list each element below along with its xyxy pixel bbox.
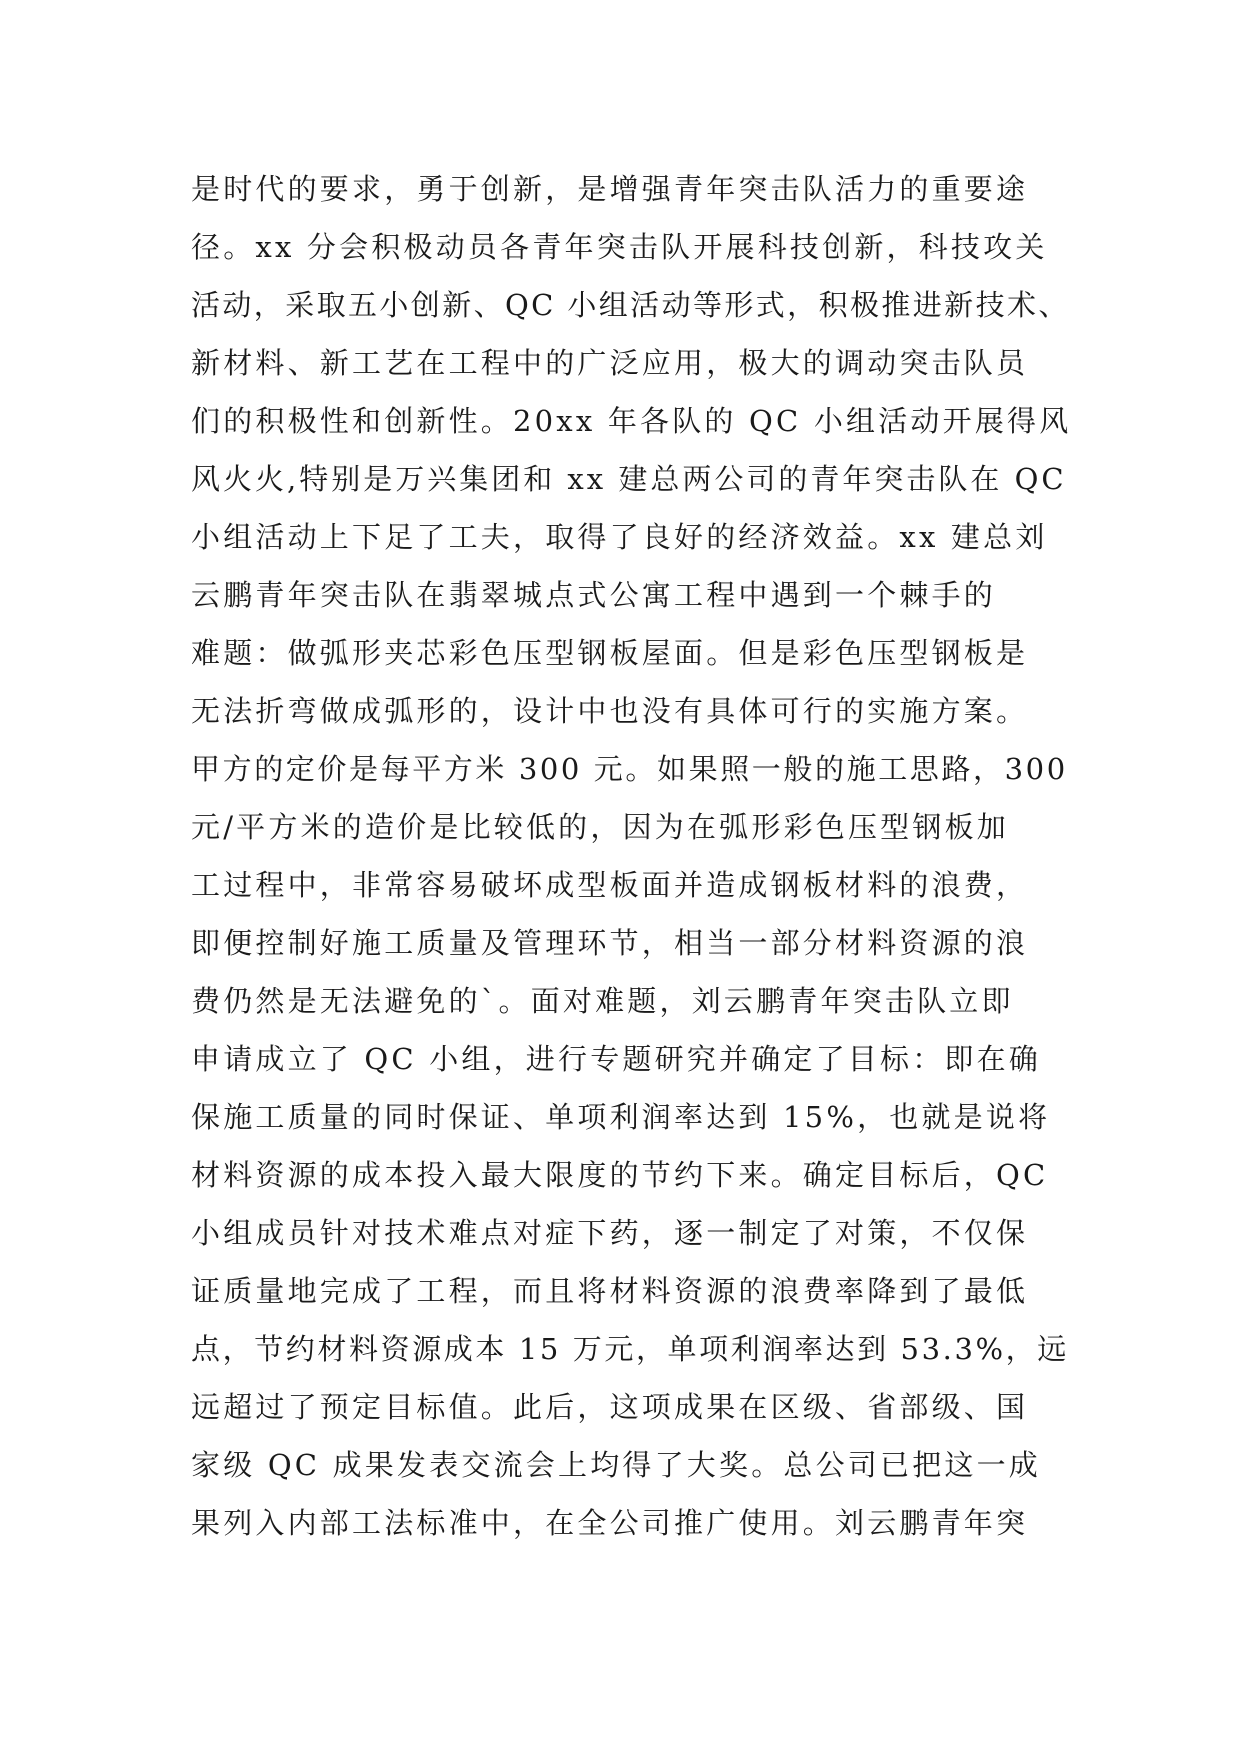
text-line: 径。xx 分会积极动员各青年突击队开展科技创新，科技攻关	[191, 230, 1048, 264]
text-line: 难题：做弧形夹芯彩色压型钢板屋面。但是彩色压型钢板是	[191, 636, 1029, 670]
text-line: 云鹏青年突击队在翡翠城点式公寓工程中遇到一个棘手的	[191, 578, 997, 612]
text-line: 新材料、新工艺在工程中的广泛应用，极大的调动突击队员	[191, 346, 1029, 380]
text-line: 点，节约材料资源成本 15 万元，单项利润率达到 53.3%，远	[191, 1332, 1069, 1366]
text-line: 风火火,特别是万兴集团和 xx 建总两公司的青年突击队在 QC	[191, 462, 1067, 496]
text-line: 家级 QC 成果发表交流会上均得了大奖。总公司已把这一成	[191, 1448, 1042, 1482]
text-line: 甲方的定价是每平方米 300 元。如果照一般的施工思路，300	[191, 752, 1068, 786]
text-line: 无法折弯做成弧形的，设计中也没有具体可行的实施方案。	[191, 694, 1029, 728]
text-line: 保施工质量的同时保证、单项利润率达到 15%，也就是说将	[191, 1100, 1051, 1134]
text-line: 证质量地完成了工程，而且将材料资源的浪费率降到了最低	[191, 1274, 1029, 1308]
text-line: 小组活动上下足了工夫，取得了良好的经济效益。xx 建总刘	[191, 520, 1048, 554]
text-line: 是时代的要求，勇于创新，是增强青年突击队活力的重要途	[191, 172, 1029, 206]
text-line: 果列入内部工法标准中，在全公司推广使用。刘云鹏青年突	[191, 1506, 1029, 1540]
text-line: 活动，采取五小创新、QC 小组活动等形式，积极推进新技术、	[191, 288, 1070, 322]
text-line: 们的积极性和创新性。20xx 年各队的 QC 小组活动开展得风	[191, 404, 1072, 438]
text-line: 工过程中，非常容易破坏成型板面并造成钢板材料的浪费，	[191, 868, 1029, 902]
text-line: 即便控制好施工质量及管理环节，相当一部分材料资源的浪	[191, 926, 1029, 960]
text-line: 远超过了预定目标值。此后，这项成果在区级、省部级、国	[191, 1390, 1029, 1424]
text-line: 材料资源的成本投入最大限度的节约下来。确定目标后，QC	[191, 1158, 1049, 1192]
text-line: 费仍然是无法避免的`。面对难题，刘云鹏青年突击队立即	[191, 984, 1014, 1018]
body-text	[191, 160, 1071, 1552]
text-line: 申请成立了 QC 小组，进行专题研究并确定了目标：即在确	[191, 1042, 1042, 1076]
text-line: 小组成员针对技术难点对症下药，逐一制定了对策，不仅保	[191, 1216, 1029, 1250]
text-line: 元/平方米的造价是比较低的，因为在弧形彩色压型钢板加	[191, 810, 1009, 844]
